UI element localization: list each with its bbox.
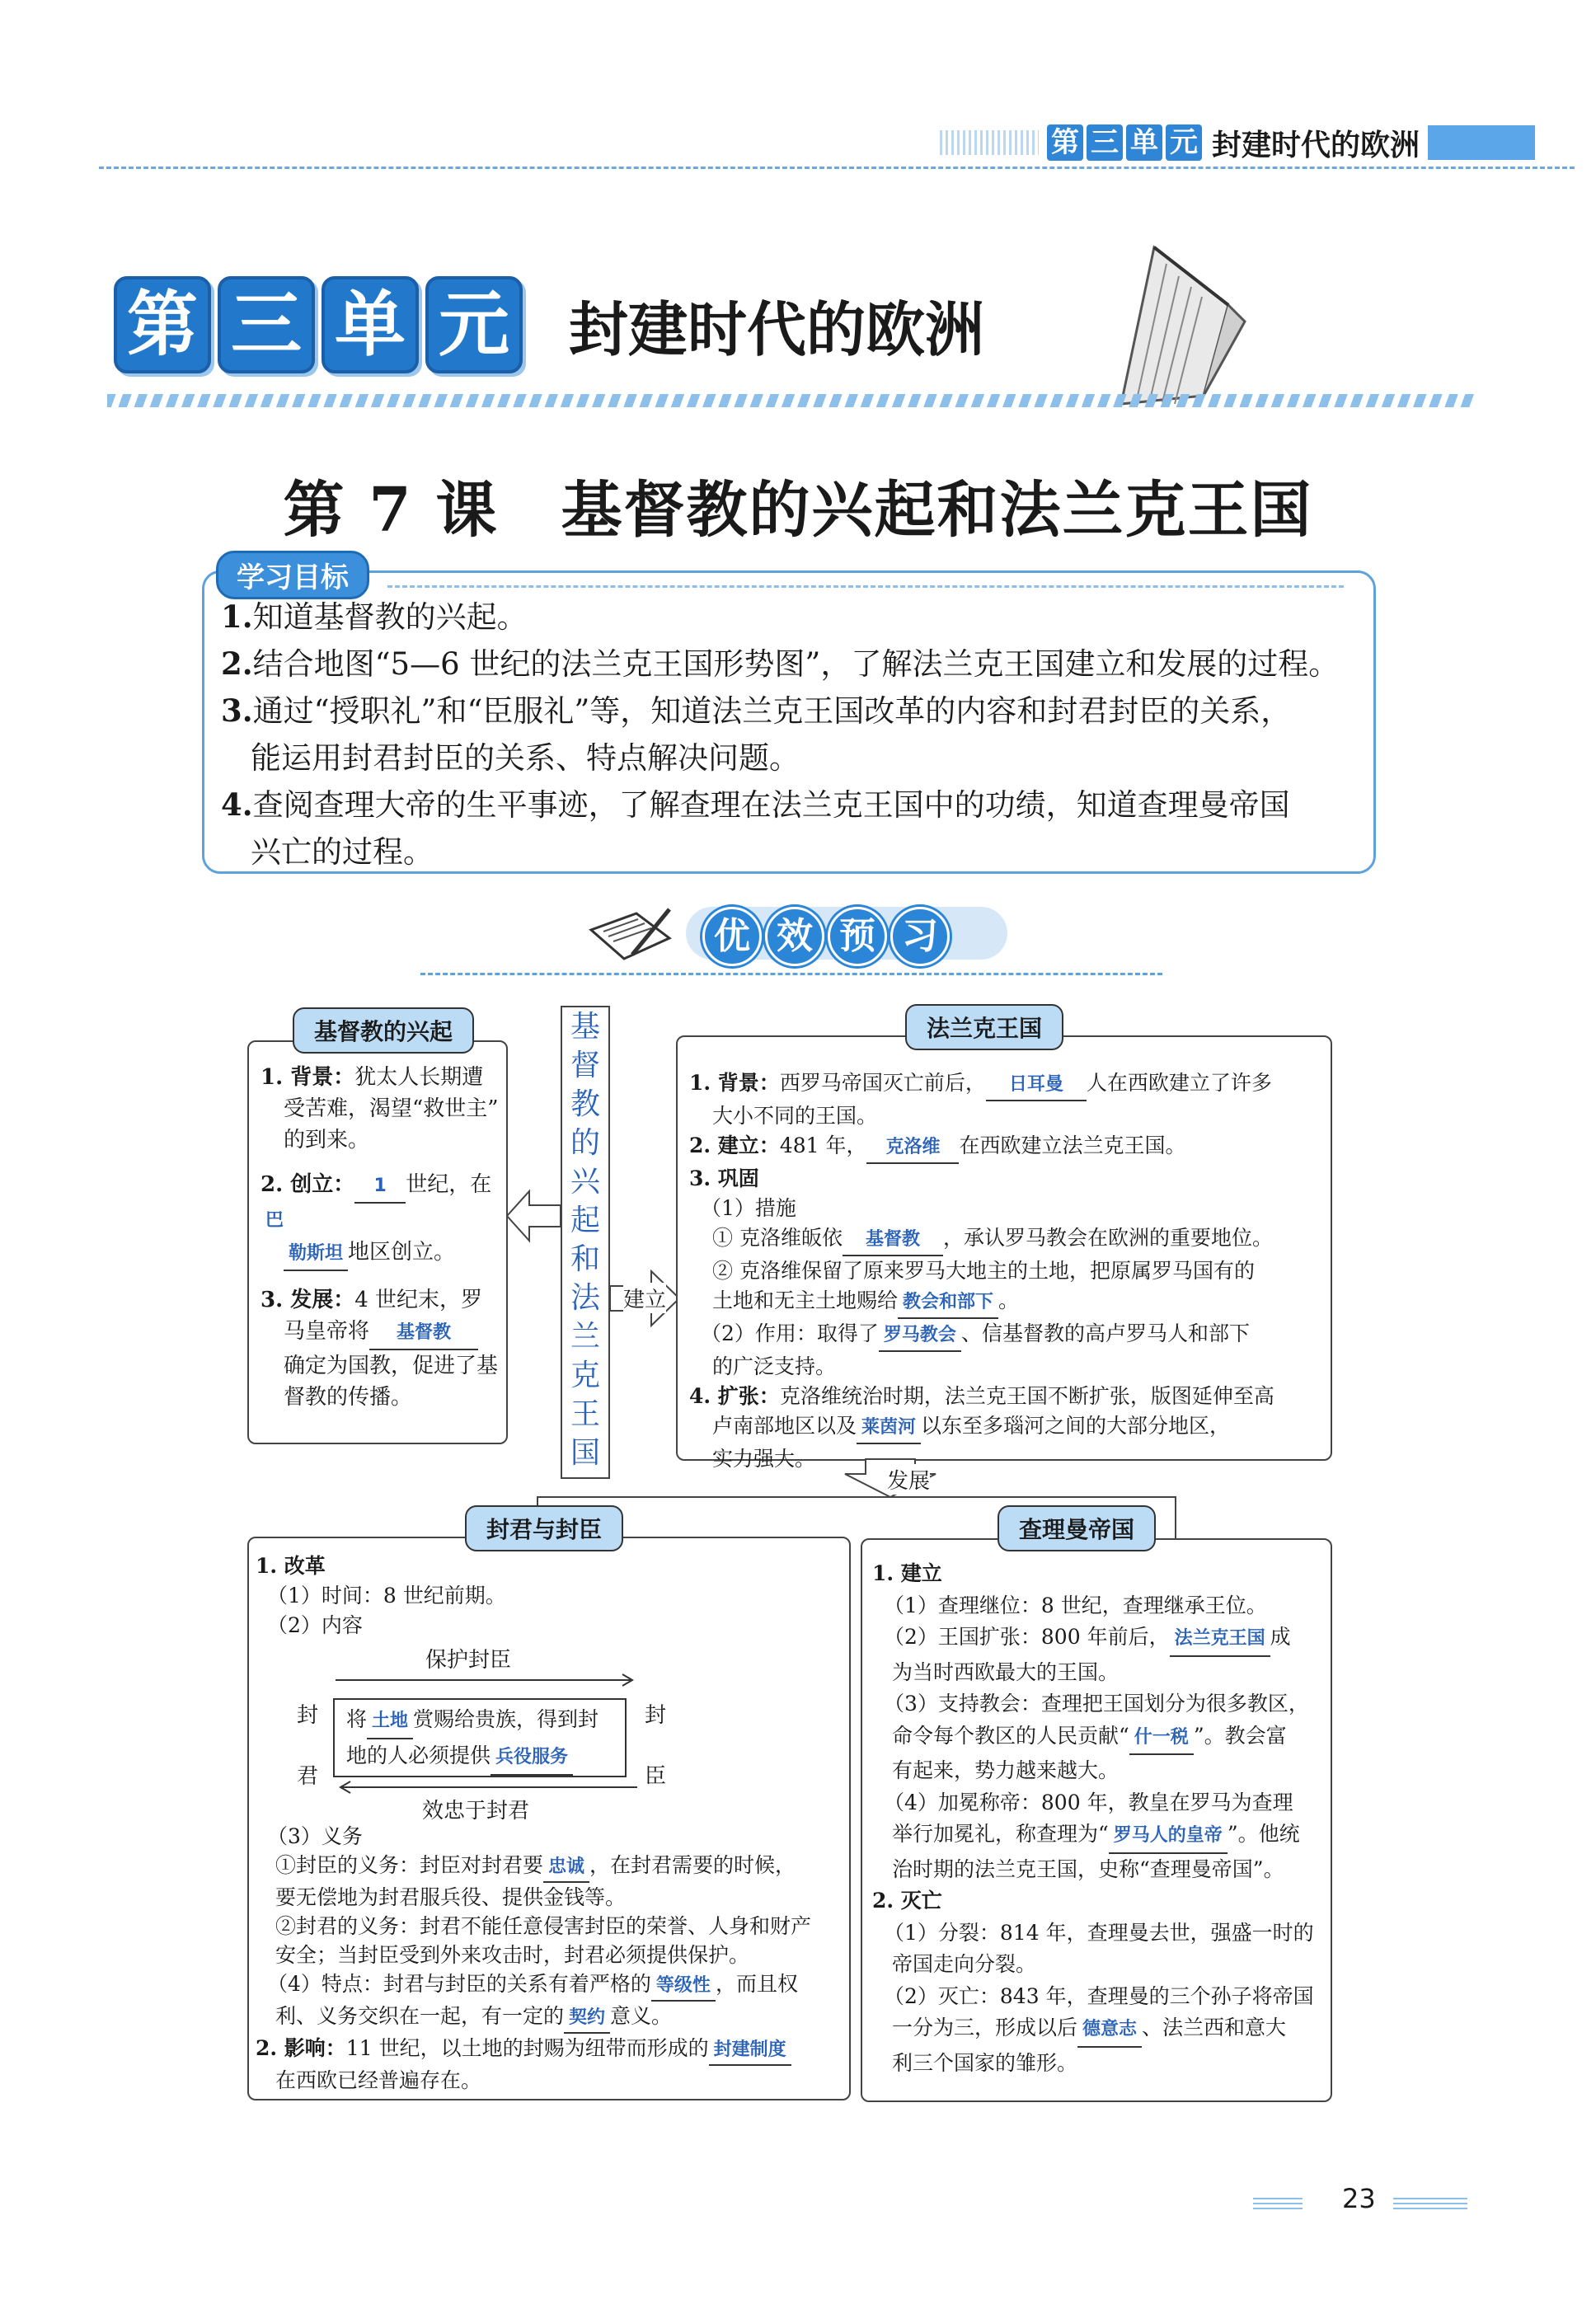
header-unit-char: 元 [1166,124,1202,161]
header-unit-char: 三 [1087,124,1123,161]
lesson-title: 第 7 课 基督教的兴起和法兰克王国 [283,475,1313,546]
frankish-text: 1. 背景：西罗马帝国灭亡前后， 日耳曼 人在西欧建立了许多 大小不同的王国。 2. 建立：481 年， 克洛维 在西欧建立法兰克王国。 3. 巩固 （1）措施 ① 克洛维皈依 基督教 ，承认罗马教会在欧洲的重要地位。 ② 克洛维保留了原来罗马大地主的土地，把原属罗马国有的 土地和无主土地赐给 教会和部下 。 （2）作用：取得了 罗马教会 、信基督教的高卢罗马人和部下 的广泛支持。 4. 扩张：克洛维统治时期，法兰克王国不断扩张，版图延伸至高 卢南部地区以及 莱茵河 以东至多瑙河之间的大部分地区， 实力强大。 [689,1071,1274,1471]
develop-arrow-label: 发展 [887,1464,930,1495]
unit-char: 第 [114,276,211,373]
goals-list [221,594,1359,875]
build-arrow-label: 建立 [623,1283,666,1313]
page-number-deco-left [1253,2198,1303,2211]
grant-text: 将 土地 赏赐给贵族，得到封 地的人必须提供 兵役服务 [346,1703,627,1776]
page-number: 23 [1342,2183,1376,2214]
unit-banner [114,276,984,373]
unit-char: 单 [322,276,419,373]
preview-divider [420,973,1162,975]
unit-title: 封建时代的欧洲 [569,295,985,364]
feudal-text: 1. 改革 （1）时间：8 世纪前期。 （2）内容 [256,1554,506,1637]
preview-char: 效 [765,907,824,966]
christianity-title: 基督教的兴起 [293,1007,474,1054]
goal-item: 3.通过“授职礼”和“臣服礼”等，知道法兰克王国改革的内容和封君封臣的关系， [221,692,1292,729]
goal-item: 1.知道基督教的兴起。 [221,598,528,635]
unit-char: 元 [425,276,523,373]
header-unit-char: 单 [1126,124,1162,161]
protect-label: 保护封臣 [425,1648,512,1673]
charlemagne-title: 查理曼帝国 [998,1505,1156,1551]
unit-char: 三 [218,276,315,373]
left-arrow [505,1187,562,1245]
header-divider [99,167,1575,169]
goal-item-cont: 能运用封君封臣的关系、特点解决问题。 [251,740,800,776]
frankish-title: 法兰克王国 [905,1004,1063,1050]
header-subtitle: 封建时代的欧洲 [1212,128,1420,162]
banner-stripe [107,394,1476,407]
book-icon [1105,231,1253,420]
preview-char: 预 [828,907,887,966]
loyal-arrow [334,1779,639,1795]
preview-char: 习 [890,907,950,966]
goal-item-cont: 兴亡的过程。 [251,834,434,870]
preview-char: 优 [702,907,762,966]
loyal-label: 效忠于封君 [422,1799,530,1824]
notebook-pen-icon [587,905,678,971]
lord-label: 封 君 [297,1703,319,1789]
header-stripes [940,130,1039,155]
charlemagne-text: 1. 建立 （1）查理继位：8 世纪，查理继承王位。 （2）王国扩张：800 年前后， 法兰克王国 成 为当时西欧最大的王国。 （3）支持教会：查理把王国划分为很多教区， 命令每个教区的人民贡献“ 什一税 ”。教会富 有起来，势力越来越大。 （4）加冕称帝：800 年，教皇在罗马为查理 举行加冕礼，称查理为“ 罗马人的皇帝 ”。他统 治时期的法兰克王国，史称“查理曼帝国”。 2. 灭亡 （1）分裂：814 年，查理曼去世，强盛一时的 帝国走向分裂。 （2）灭亡：843 年，查理曼的三个孙子将帝国 一分为三，形成以后 德意志 、法兰西和意大 利三个国家的雏形。 [872,1561,1314,2075]
header-unit-char: 第 [1047,124,1083,161]
preview-title [702,907,953,966]
running-header [940,122,1535,163]
vertical-topic-label: 基 督 教 的 兴 起 和 法 兰 克 王 国 [561,1006,610,1479]
page-number-deco-right [1393,2198,1467,2211]
goals-tag: 学习目标 [216,551,369,599]
goals-divider [387,585,1344,588]
protect-arrow [334,1672,639,1688]
feudal-text-2: （3）义务 ①封臣的义务：封臣对封君要 忠诚 ，在封君需要的时候， 要无偿地为封君服兵役、提供金钱等。 ②封君的义务：封君不能任意侵害封臣的荣誉、人身和财产 安全；当封臣受到外来攻击时，封君必须提供保护。 （4）特点：封君与封臣的关系有着严格的 等级性 ，而且权 利、义务交织在一起，有一定的 契约 意义。 2. 影响：11 世纪，以土地的封赐为纽带而形成的 封建制度 在西欧已经普遍存在。 [256,1824,812,2092]
goal-item: 2.结合地图“5—6 世纪的法兰克王国形势图”，了解法兰克王国建立和发展的过程。 [221,645,1340,682]
feudal-title: 封君与封臣 [465,1505,623,1551]
header-bar [1428,125,1535,160]
vassal-label: 封 臣 [645,1703,667,1789]
christianity-text: 1. 背景：犹太人长期遭 受苦难，渴望“救世主” 的到来。 2. 创立： 1 世纪，在巴 勒斯坦 地区创立。 3. 发展：4 世纪末，罗 马皇帝将 基督教 确定为国教，促进了基 督教的传播。 [261,1065,499,1410]
goal-item: 4.查阅查理大帝的生平事迹，了解查理在法兰克王国中的功绩，知道查理曼帝国 [221,786,1290,823]
